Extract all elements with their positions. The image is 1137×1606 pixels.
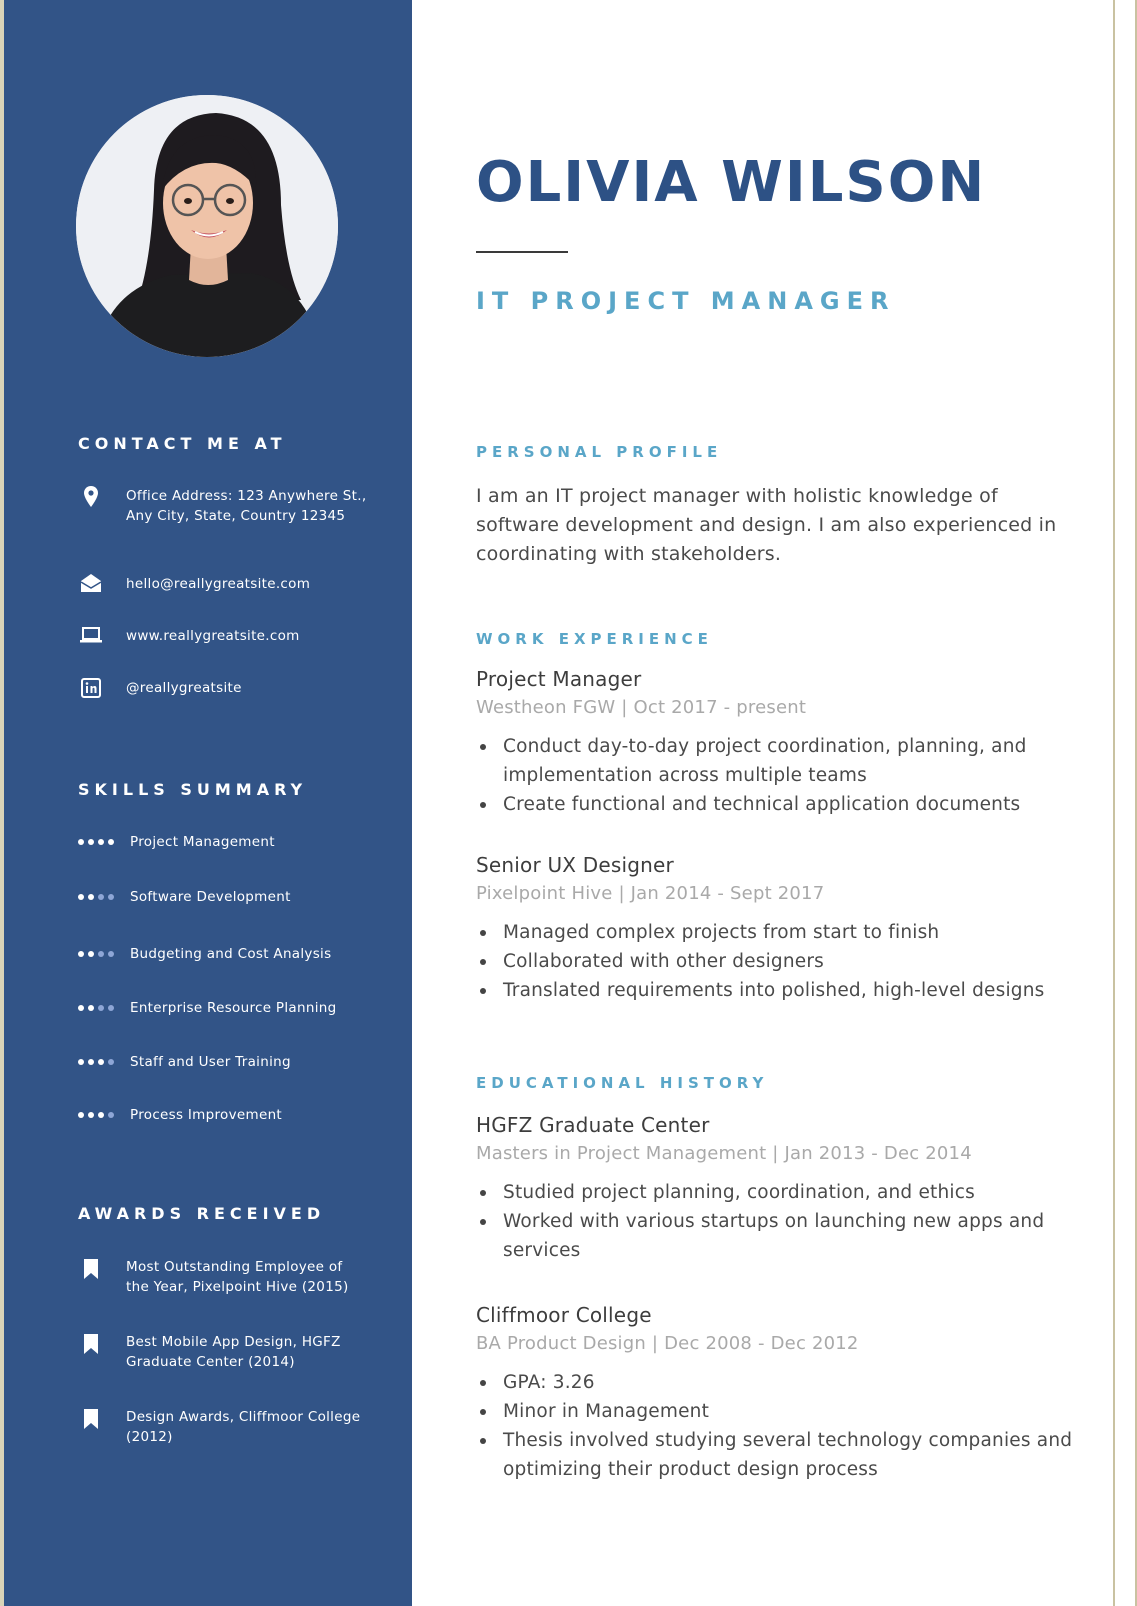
rating-dot	[98, 894, 104, 900]
sidebar	[4, 0, 412, 1606]
list-item: Create functional and technical application documents	[476, 790, 1076, 819]
bookmark-icon	[78, 1407, 104, 1429]
contact-website[interactable]	[78, 626, 368, 648]
list-item: Managed complex projects from start to finish	[476, 918, 1076, 947]
skill-item	[78, 834, 275, 850]
education-entry	[476, 1112, 1076, 1265]
list-item: Thesis involved studying several technology companies and optimizing their product design process	[476, 1426, 1076, 1484]
skill-item	[78, 946, 331, 962]
contact-heading: CONTACT ME AT	[78, 434, 287, 453]
rating-dot	[98, 1059, 104, 1065]
rating-dot	[88, 1005, 94, 1011]
rating-dot	[98, 951, 104, 957]
entry-title: HGFZ Graduate Center	[476, 1113, 710, 1137]
rating-dot	[108, 894, 114, 900]
list-item: Translated requirements into polished, high-level designs	[476, 976, 1076, 1005]
list-item: Collaborated with other designers	[476, 947, 1076, 976]
list-item: GPA: 3.26	[476, 1368, 1076, 1397]
envelope-icon	[78, 574, 104, 596]
skill-label: Enterprise Resource Planning	[130, 1000, 337, 1016]
rating-dot	[78, 1059, 84, 1065]
award-text: Most Outstanding Employee of the Year, Pixelpoint Hive (2015)	[126, 1259, 349, 1295]
entry-bullets	[476, 1178, 1076, 1265]
award-item	[78, 1332, 368, 1372]
contact-website-text[interactable]: www.reallygreatsite.com	[126, 628, 300, 644]
entry-title: Project Manager	[476, 667, 642, 691]
award-item	[78, 1257, 368, 1297]
candidate-name: OLIVIA WILSON	[476, 150, 987, 215]
rating-dot	[98, 839, 104, 845]
entry-title: Senior UX Designer	[476, 853, 674, 877]
rating-dot	[78, 1112, 84, 1118]
rating-dot	[108, 1005, 114, 1011]
skill-label: Software Development	[130, 889, 291, 905]
rating-dot	[78, 894, 84, 900]
candidate-role: IT PROJECT MANAGER	[476, 287, 896, 315]
award-text: Best Mobile App Design, HGFZ Graduate Center (2014)	[126, 1334, 341, 1370]
rating-dot	[88, 839, 94, 845]
skill-rating	[78, 951, 130, 957]
contact-address	[78, 486, 368, 526]
skill-item	[78, 1000, 337, 1016]
skill-item	[78, 1054, 291, 1070]
profile-heading: PERSONAL PROFILE	[476, 443, 723, 461]
contact-linkedin-text[interactable]: @reallygreatsite	[126, 680, 242, 696]
list-item: Conduct day-to-day project coordination, planning, and implementation across multiple teams	[476, 732, 1076, 790]
skill-label: Process Improvement	[130, 1107, 283, 1123]
page-edge	[1113, 0, 1115, 1606]
work-entry	[476, 666, 1076, 819]
entry-bullets	[476, 732, 1076, 819]
skill-item	[78, 889, 291, 905]
rating-dot	[78, 1005, 84, 1011]
entry-title: Cliffmoor College	[476, 1303, 652, 1327]
bookmark-icon	[78, 1257, 104, 1279]
rating-dot	[78, 951, 84, 957]
rating-dot	[98, 1112, 104, 1118]
rating-dot	[88, 894, 94, 900]
bookmark-icon	[78, 1332, 104, 1354]
skill-rating	[78, 1005, 130, 1011]
list-item: Minor in Management	[476, 1397, 1076, 1426]
education-entry	[476, 1302, 1076, 1484]
rating-dot	[88, 1112, 94, 1118]
entry-bullets	[476, 1368, 1076, 1484]
skill-label: Staff and User Training	[130, 1054, 291, 1070]
location-pin-icon	[78, 486, 104, 508]
entry-subtitle: Westheon FGW | Oct 2017 - present	[476, 697, 807, 718]
entry-subtitle: BA Product Design | Dec 2008 - Dec 2012	[476, 1333, 859, 1354]
education-heading: EDUCATIONAL HISTORY	[476, 1074, 769, 1092]
list-item: Worked with various startups on launching new apps and services	[476, 1207, 1076, 1265]
contact-address-text: Office Address: 123 Anywhere St., Any City, State, Country 12345	[126, 488, 367, 524]
rating-dot	[108, 951, 114, 957]
name-divider	[476, 251, 568, 253]
rating-dot	[98, 1005, 104, 1011]
rating-dot	[88, 1059, 94, 1065]
profile-text: I am an IT project manager with holistic knowledge of software development and design. I am also experienced in coordinating with stakeholders.	[476, 485, 1057, 565]
linkedin-icon	[78, 678, 104, 700]
skill-rating	[78, 1112, 130, 1118]
rating-dot	[108, 839, 114, 845]
rating-dot	[108, 1059, 114, 1065]
list-item: Studied project planning, coordination, and ethics	[476, 1178, 1076, 1207]
entry-bullets	[476, 918, 1076, 1005]
skill-item	[78, 1107, 282, 1123]
rating-dot	[108, 1112, 114, 1118]
entry-subtitle: Pixelpoint Hive | Jan 2014 - Sept 2017	[476, 883, 825, 904]
skill-rating	[78, 839, 130, 845]
entry-subtitle: Masters in Project Management | Jan 2013 - Dec 2014	[476, 1143, 972, 1164]
contact-linkedin[interactable]	[78, 678, 368, 700]
skill-rating	[78, 1059, 130, 1065]
portrait-illustration	[76, 95, 338, 357]
rating-dot	[88, 951, 94, 957]
laptop-icon	[78, 626, 104, 648]
profile-photo	[76, 95, 338, 357]
award-item	[78, 1407, 368, 1447]
work-heading: WORK EXPERIENCE	[476, 630, 713, 648]
contact-email[interactable]	[78, 574, 368, 596]
award-text: Design Awards, Cliffmoor College (2012)	[126, 1409, 361, 1445]
work-entry	[476, 852, 1076, 1005]
contact-email-text[interactable]: hello@reallygreatsite.com	[126, 576, 311, 592]
skill-label: Project Management	[130, 834, 275, 850]
awards-heading: AWARDS RECEIVED	[78, 1204, 326, 1223]
rating-dot	[78, 839, 84, 845]
skill-rating	[78, 894, 130, 900]
skills-heading: SKILLS SUMMARY	[78, 780, 308, 799]
skill-label: Budgeting and Cost Analysis	[130, 946, 332, 962]
